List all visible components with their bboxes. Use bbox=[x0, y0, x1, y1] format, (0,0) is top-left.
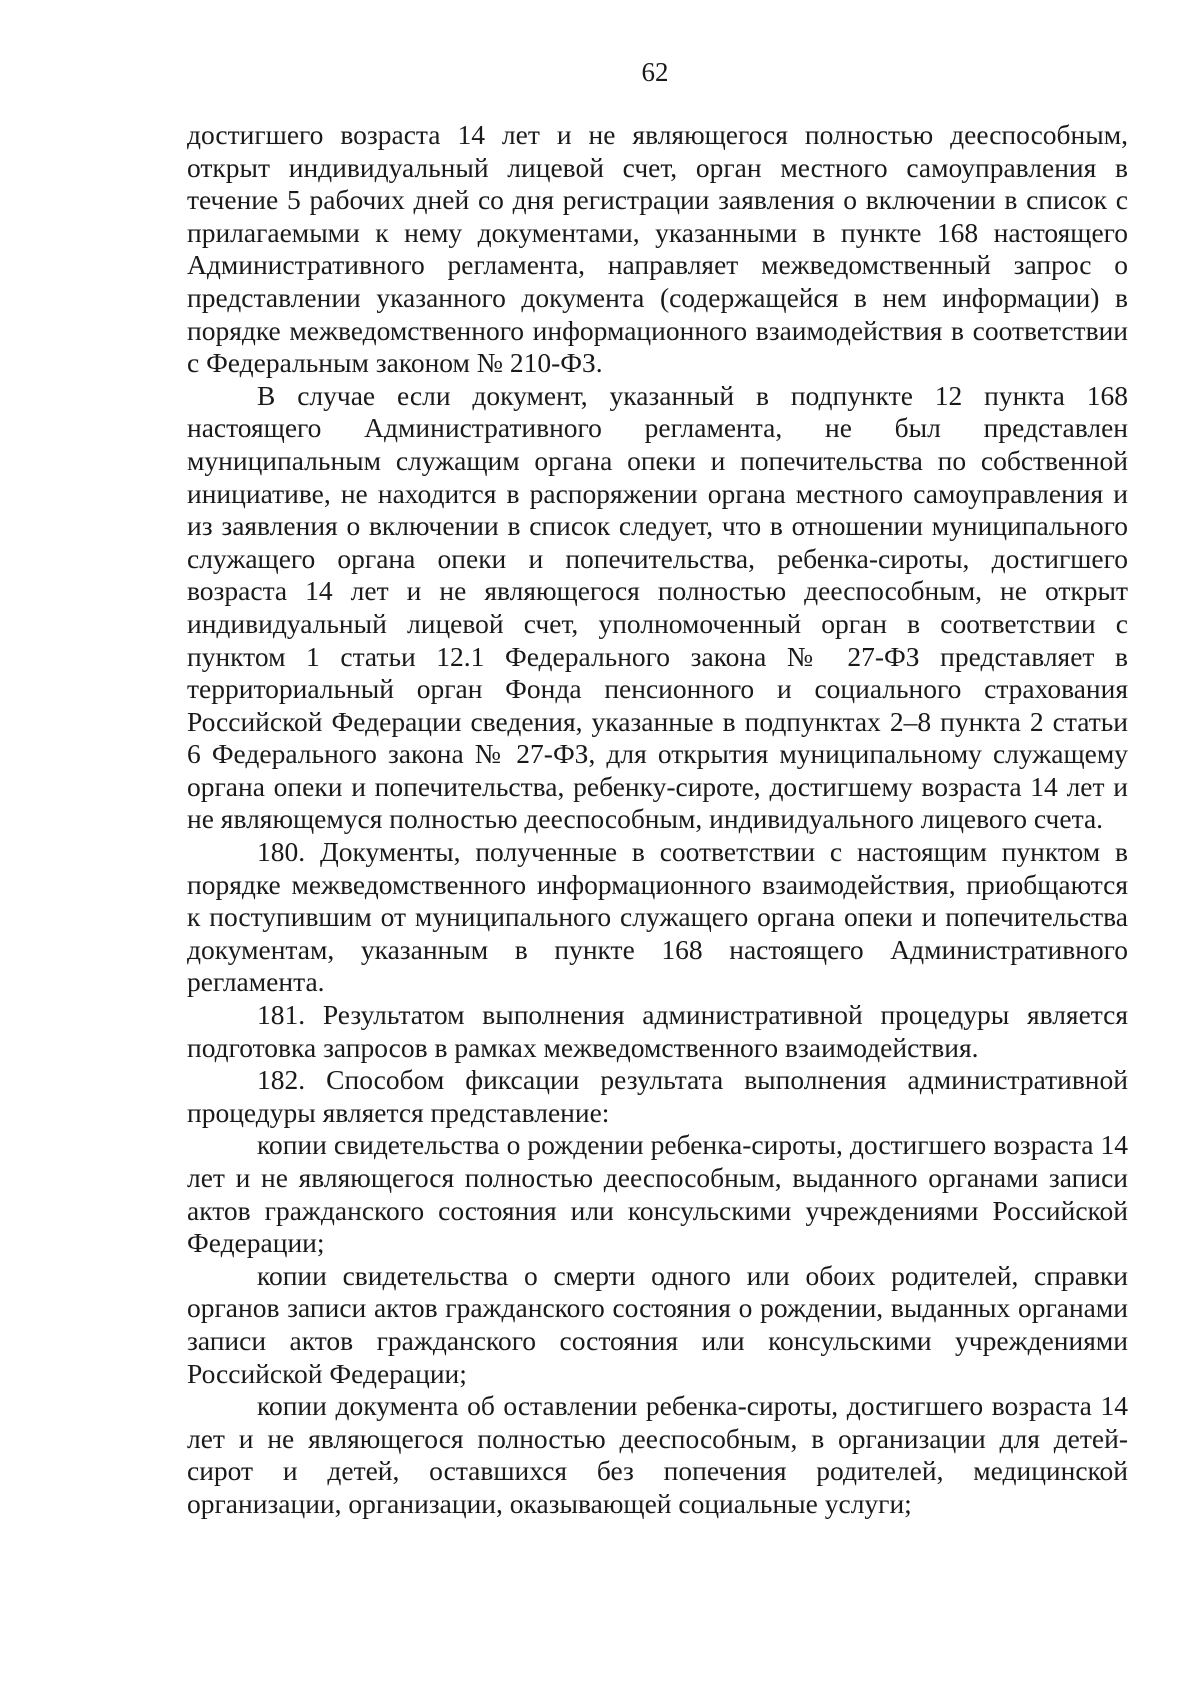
list-item-death-certificate: копии свидетельства о смерти одного или обоих родителей, справки органов записи актов гражданского состояния о рождении, выданных органами записи актов гражданского состояния или консульскими учреждениями Российской Федерации; bbox=[187, 1259, 1128, 1389]
paragraph-continuation: достигшего возраста 14 лет и не являющегося полностью дееспособным, открыт индивидуальный лицевой счет, орган местного самоуправления в течение 5 рабочих дней со дня регистрации заявления о включении в список с прилагаемыми к нему документами, указанными в пункте 168 настоящего Административного регламента, направляет межведомственный запрос о представлении указанного документа (содержащейся в нем информации) в порядке межведомственного информационного взаимодействия в соответствии с Федеральным законом № 210-ФЗ. bbox=[187, 119, 1128, 379]
list-item-placement-document: копии документа об оставлении ребенка-сироты, достигшего возраста 14 лет и не являющегося полностью дееспособным, в организации для детей-сирот и детей, оставшихся без попечения родителей, медицинской организации, организации, оказывающей социальные услуги; bbox=[187, 1390, 1128, 1519]
document-body bbox=[187, 119, 1128, 1521]
paragraph-case-document-not-submitted: В случае если документ, указанный в подпункте 12 пункта 168 настоящего Административного регламента, не был представлен муниципальным служащим органа опеки и попечительства по собственной инициативе, не находится в распоряжении органа местного самоуправления и из заявления о включении в список следует, что в отношении муниципального служащего органа опеки и попечительства, ребенка-сироты, достигшего возраста 14 лет и не являющегося полностью дееспособным, не открыт индивидуальный лицевой счет, уполномоченный орган в соответствии с пунктом 1 статьи 12.1 Федерального закона № 27-ФЗ представляет в территориальный орган Фонда пенсионного и социального страхования Российской Федерации сведения, указанные в подпунктах 2–8 пункта 2 статьи 6 Федерального закона № 27-ФЗ, для открытия муниципальному служащему органа опеки и попечительства, ребенку-сироте, достигшему возраста 14 лет и не являющемуся полностью дееспособным, индивидуального лицевого счета. bbox=[187, 379, 1128, 835]
paragraph-182: 182. Способом фиксации результата выполнения административной процедуры является представление: bbox=[187, 1064, 1128, 1128]
paragraph-180: 180. Документы, полученные в соответствии с настоящим пунктом в порядке межведомственного информационного взаимодействия, приобщаются к поступившим от муниципального служащего органа опеки и попечительства документам, указанным в пункте 168 настоящего Административного регламента. bbox=[187, 836, 1128, 998]
list-item-birth-certificate: копии свидетельства о рождении ребенка-сироты, достигшего возраста 14 лет и не являющегося полностью дееспособным, выданного органами записи актов гражданского состояния или консульскими учреждениями Российской Федерации; bbox=[187, 1129, 1128, 1259]
paragraph-181: 181. Результатом выполнения административной процедуры является подготовка запросов в рамках межведомственного взаимодействия. bbox=[187, 999, 1128, 1063]
page-number: 62 bbox=[641, 57, 669, 87]
